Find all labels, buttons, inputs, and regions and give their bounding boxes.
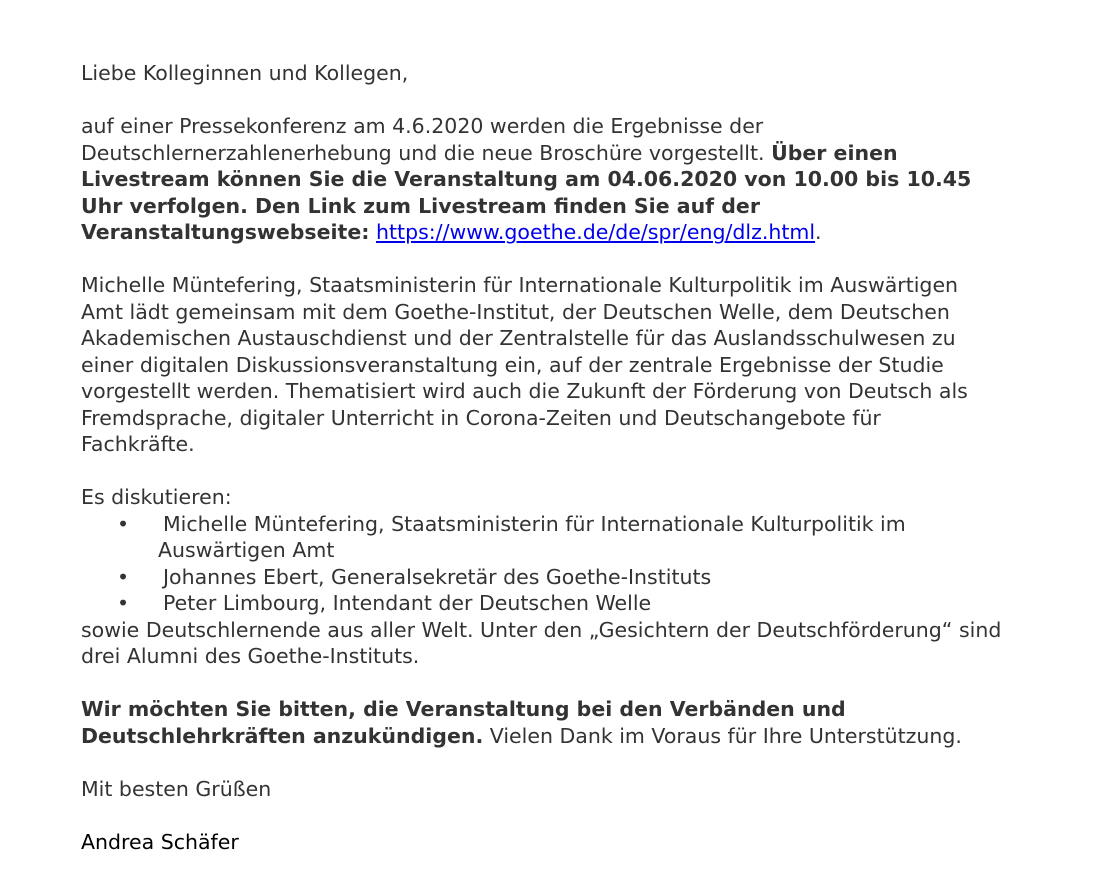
speaker-line: Johannes Ebert, Generalsekretär des Goethe-Instituts — [163, 564, 712, 589]
description-line: Amt lädt gemeinsam mit dem Goethe-Institut, der Deutschen Welle, dem Deutschen — [81, 299, 950, 324]
bullet-icon: • — [117, 564, 130, 589]
speaker-item — [81, 590, 1081, 617]
speaker-list — [81, 511, 1081, 617]
paragraph-request — [81, 696, 1081, 749]
speaker-line: Peter Limbourg, Intendant der Deutschen Welle — [163, 591, 652, 615]
press-line-5-end: . — [815, 220, 822, 244]
press-line-3-bold: Livestream können Sie die Veranstaltung am 04.06.2020 von 10.00 bis 10.45 — [81, 167, 972, 191]
description-line: Michelle Müntefering, Staatsministerin für Internationale Kulturpolitik im Auswärtigen — [81, 273, 959, 297]
greeting: Liebe Kolleginnen und Kollegen, — [81, 61, 409, 85]
livestream-link[interactable]: https://www.goethe.de/de/spr/eng/dlz.html — [376, 220, 816, 244]
closing: Mit besten Grüßen — [81, 776, 272, 801]
speaker-item — [81, 564, 1081, 591]
speaker-line-cont: Auswärtigen Amt — [158, 538, 335, 562]
speaker-item — [81, 511, 1081, 564]
bullet-icon: • — [117, 591, 130, 615]
description-line: Fachkräfte. — [81, 432, 195, 456]
discussion-after-line-2: drei Alumni des Goethe-Instituts. — [81, 644, 420, 668]
press-line-1: auf einer Pressekonferenz am 4.6.2020 werden die Ergebnisse der — [81, 114, 764, 138]
bullet-icon: • — [117, 511, 130, 536]
discussion-after-line-1: sowie Deutschlernende aus aller Welt. Unter den „Gesichtern der Deutschförderung“ sind — [81, 617, 1002, 642]
press-line-4-bold: Uhr verfolgen. Den Link zum Livestream finden Sie auf der — [81, 193, 760, 218]
discussion-section — [81, 484, 1081, 670]
paragraph-event-description — [81, 272, 1081, 458]
press-line-5-bold: Veranstaltungswebseite: — [81, 220, 370, 244]
description-line: vorgestellt werden. Thematisiert wird auch die Zukunft der Förderung von Deutsch als — [81, 379, 968, 403]
speaker-line: Michelle Müntefering, Staatsministerin für Internationale Kulturpolitik im — [163, 511, 906, 536]
paragraph-press-conference — [81, 113, 1081, 246]
discussion-intro: Es diskutieren: — [81, 485, 232, 509]
signature: Andrea Schäfer — [81, 829, 239, 854]
press-line-2-bold: Über einen — [771, 140, 898, 165]
description-line: Akademischen Austauschdienst und der Zentralstelle für das Auslandsschulwesen zu — [81, 326, 956, 350]
email-body — [81, 60, 1081, 882]
request-line-1-bold: Wir möchten Sie bitten, die Veranstaltung bei den Verbänden und — [81, 697, 846, 721]
description-line: einer digitalen Diskussionsveranstaltung ein, auf der zentrale Ergebnisse der Studie — [81, 352, 944, 377]
request-line-2-bold: Deutschlehrkräften anzukündigen. — [81, 723, 484, 748]
description-line: Fremdsprache, digitaler Unterricht in Corona-Zeiten und Deutschangebote für — [81, 405, 881, 430]
press-line-2: Deutschlernerzahlenerhebung und die neue Broschüre vorgestellt. — [81, 140, 772, 165]
request-line-2: Vielen Dank im Voraus für Ihre Unterstützung. — [483, 723, 962, 748]
